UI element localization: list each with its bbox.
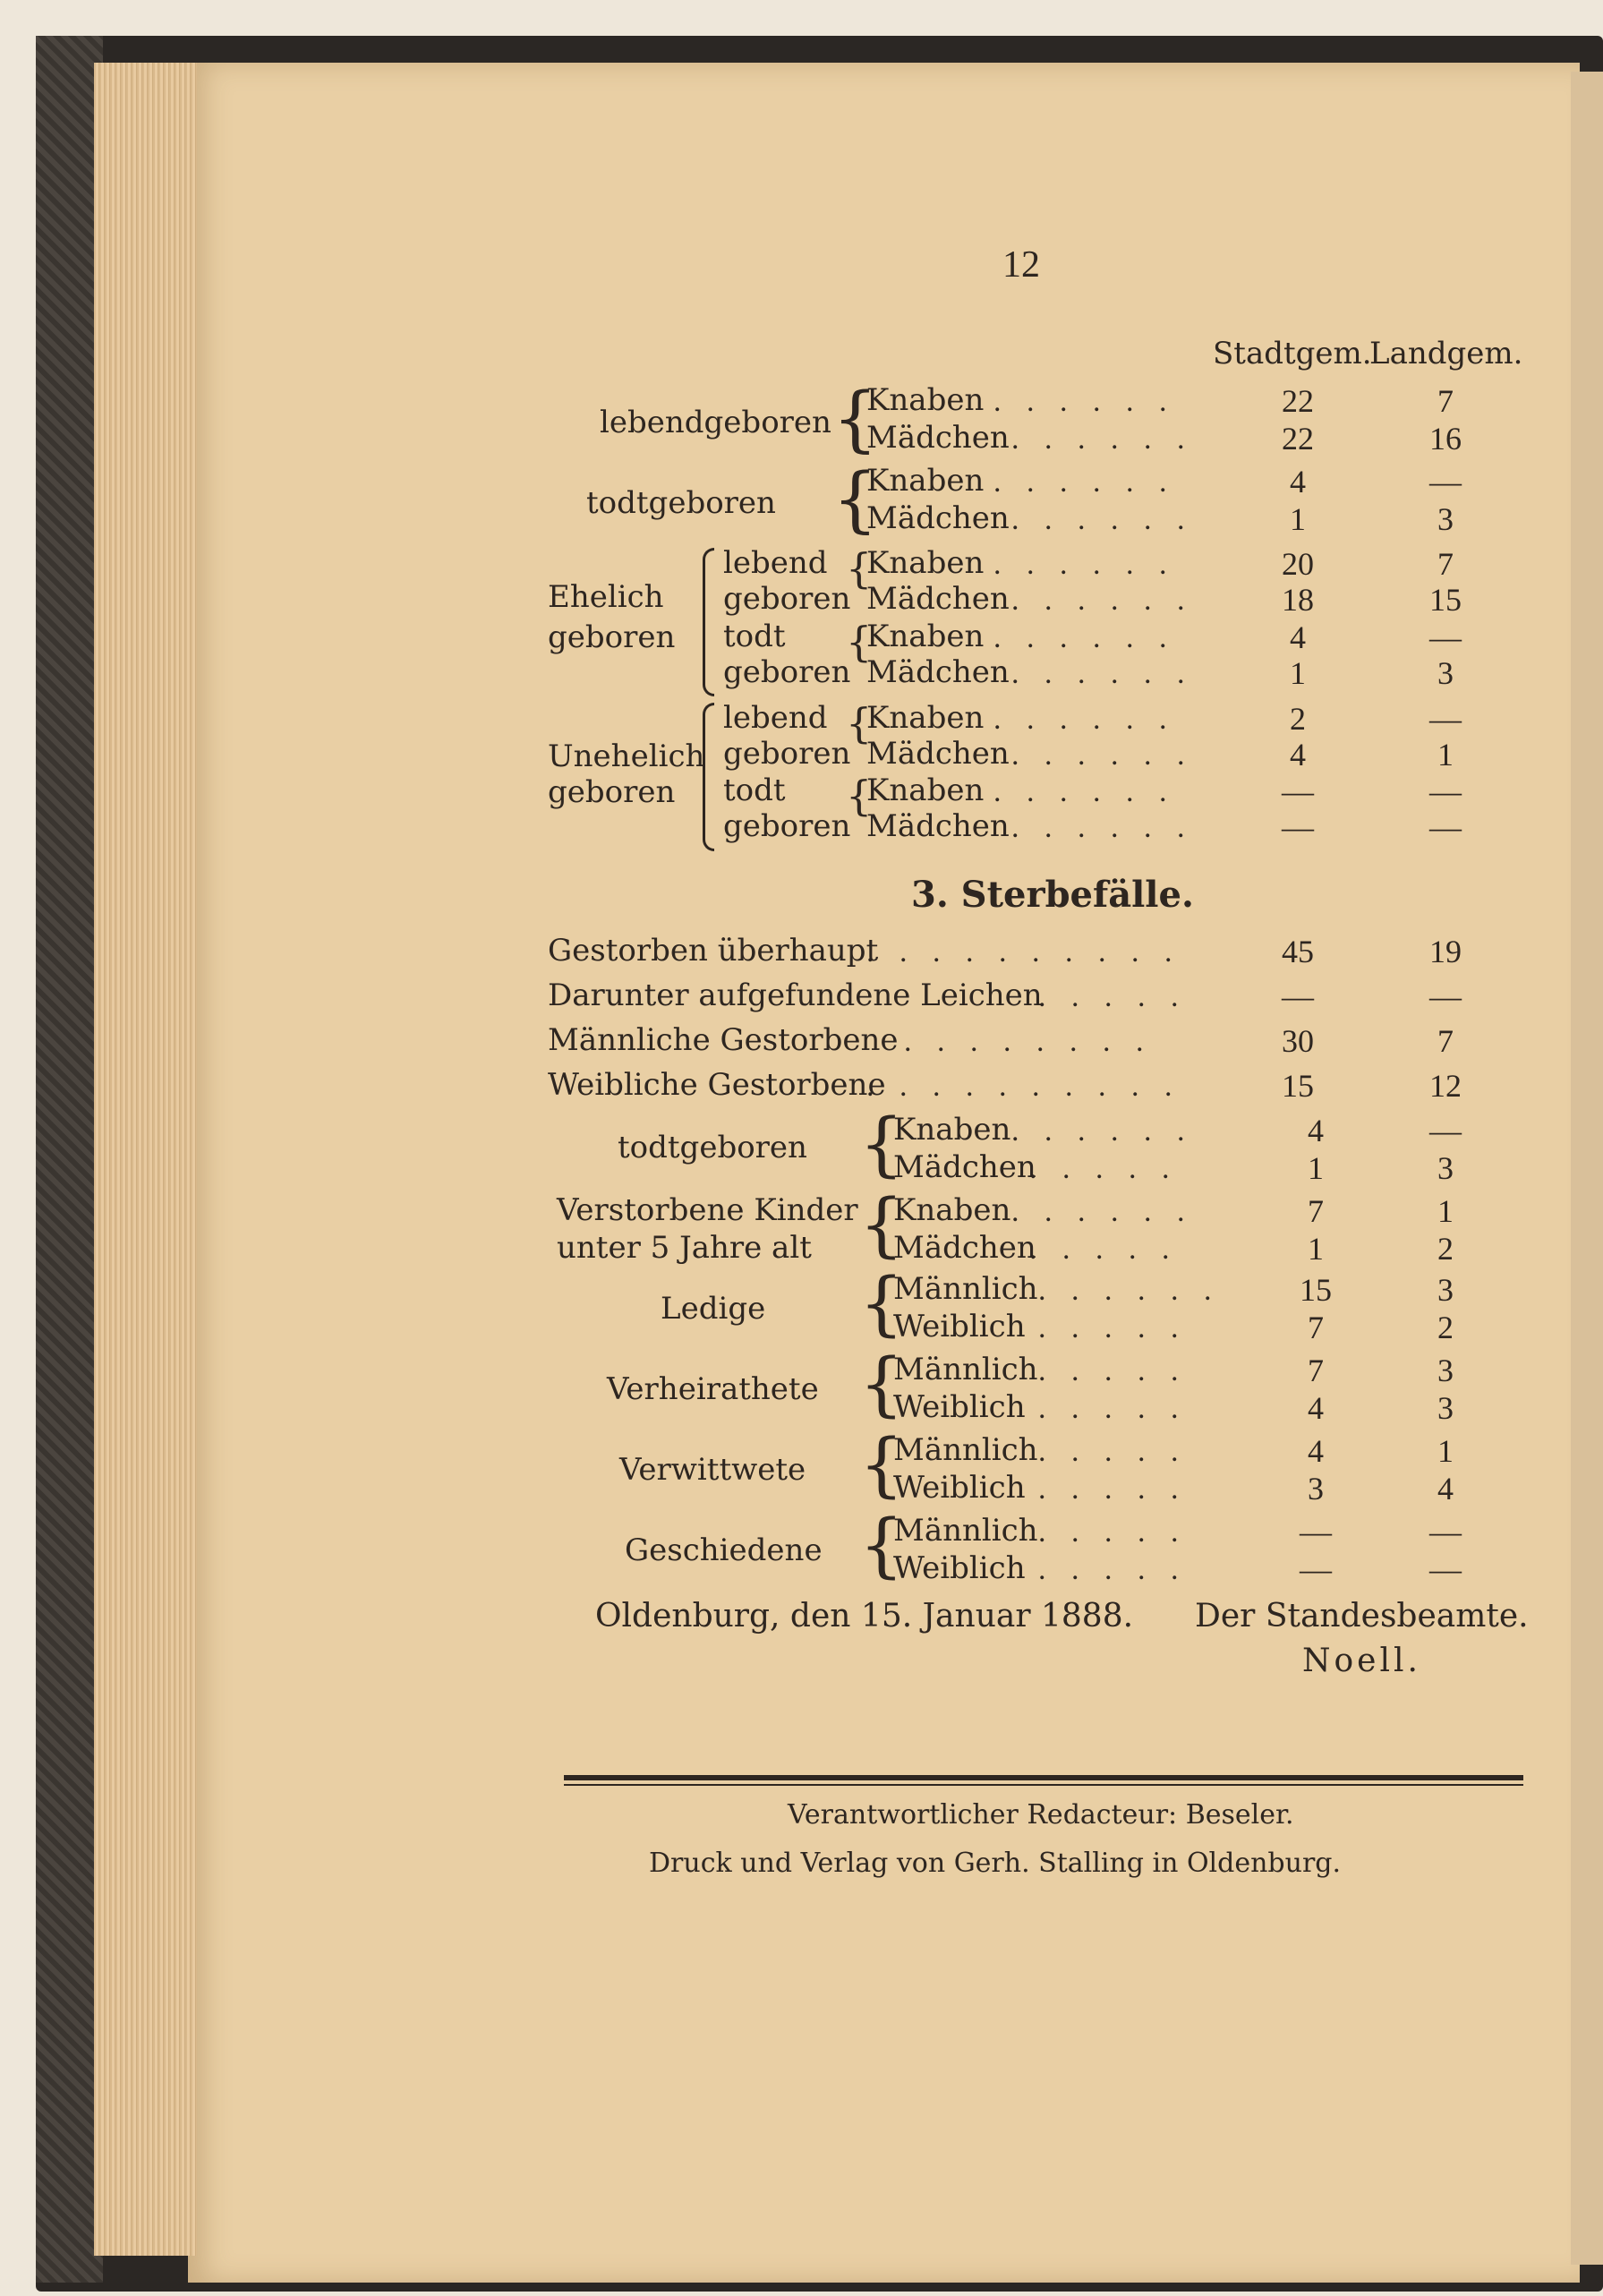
row-knaben: Knaben — [866, 545, 985, 581]
label-ledige: Ledige — [661, 1291, 766, 1327]
cell-rural: 1 — [1437, 1193, 1454, 1229]
leader-dots: . . . . . . — [1011, 738, 1194, 772]
cell-city: 22 — [1282, 421, 1314, 457]
sub-lebend: lebend — [723, 700, 828, 736]
cell-rural: 3 — [1437, 1150, 1454, 1186]
sub-todt: todt — [723, 619, 786, 654]
row-maennlich: Männlich — [893, 1271, 1038, 1307]
cell-city: 4 — [1290, 619, 1306, 655]
sub-todt: todt — [723, 772, 786, 808]
leader-dots: . . . . . . — [1011, 811, 1194, 844]
brace: { — [832, 377, 878, 460]
row-maennlich: Männlich — [893, 1432, 1038, 1468]
brace: { — [846, 544, 873, 593]
cell-city: 1 — [1290, 501, 1306, 537]
leader-dots: . . . . . . . . . . — [866, 1070, 1181, 1103]
cell-city: 30 — [1282, 1023, 1314, 1059]
leader-dots: . . . . . . — [993, 775, 1176, 808]
leader-dots: . . . . . . — [1011, 422, 1194, 456]
row-knaben: Knaben — [893, 1192, 1011, 1228]
cell-rural: 15 — [1429, 582, 1462, 618]
brace: { — [846, 699, 873, 747]
row-weiblich: Weiblich — [893, 1309, 1026, 1344]
brace: { — [846, 772, 873, 820]
cell-city: 4 — [1290, 464, 1306, 499]
cell-rural: 2 — [1437, 1310, 1454, 1345]
brace: { — [859, 1105, 904, 1185]
cell-rural: — — [1429, 619, 1462, 655]
group-brace — [703, 703, 714, 851]
row-maedchen: Mädchen — [893, 1230, 1036, 1266]
label-todtgeboren: todtgeboren — [618, 1130, 807, 1165]
row-label: Gestorben überhaupt — [548, 933, 879, 969]
cell-city: — — [1300, 1551, 1332, 1587]
row-maedchen: Mädchen — [866, 736, 1010, 772]
leader-dots: . . . . . . — [993, 621, 1176, 654]
row-label: Darunter aufgefundene Leichen — [548, 977, 1043, 1013]
cell-rural: 1 — [1437, 1433, 1454, 1469]
cell-city: 2 — [1290, 701, 1306, 737]
cell-city: 4 — [1308, 1433, 1324, 1469]
leader-dots: . . . . . — [1038, 1354, 1188, 1387]
cell-city: 4 — [1290, 737, 1306, 772]
leader-dots: . . . . . — [1038, 1515, 1188, 1549]
page-number: 12 — [1002, 244, 1040, 286]
leader-dots: . . . . . . — [1011, 503, 1194, 536]
leader-dots: . . . . . . — [1011, 1195, 1194, 1228]
brace: { — [859, 1344, 904, 1425]
label-geschiedene: Geschiedene — [625, 1532, 823, 1568]
row-knaben: Knaben — [866, 619, 985, 654]
cell-rural: 19 — [1429, 934, 1462, 969]
editor-line: Verantwortlicher Redacteur: Beseler. — [788, 1799, 1294, 1831]
cell-rural: — — [1429, 809, 1462, 845]
leader-dots: . . . . . . — [1011, 584, 1194, 617]
leader-dots: . . . . . — [1029, 1152, 1179, 1185]
header-landgem: Landgem. — [1369, 336, 1523, 371]
leader-dots: . . . . . . — [1038, 1274, 1221, 1307]
leader-dots: . . . . . — [1029, 1233, 1179, 1266]
place-date: Oldenburg, den 15. Januar 1888. — [595, 1598, 1134, 1635]
label-unehelich: Unehelich — [548, 738, 705, 774]
section-title: 3. Sterbefälle. — [911, 874, 1194, 916]
leader-dots: . . . . . — [1038, 1311, 1188, 1344]
sub-lebend: lebend — [723, 545, 828, 581]
row-knaben: Knaben — [893, 1112, 1011, 1148]
leader-dots: . . . . . . — [993, 548, 1176, 581]
cell-city: 7 — [1308, 1310, 1324, 1345]
cell-rural: — — [1429, 773, 1462, 809]
row-weiblich: Weiblich — [893, 1389, 1026, 1425]
cell-rural: 4 — [1437, 1471, 1454, 1506]
brace: { — [859, 1506, 904, 1586]
leader-dots: . . . . . . — [993, 703, 1176, 736]
cell-city: 4 — [1308, 1113, 1324, 1148]
header-stadtgem: Stadtgem. — [1213, 336, 1372, 371]
label-todtgeboren: todtgeboren — [586, 485, 776, 521]
cell-city: 15 — [1282, 1068, 1314, 1104]
adjacent-page-edge — [1571, 72, 1603, 2265]
cell-rural: 7 — [1437, 1023, 1454, 1059]
leader-dots: . . . . . — [1038, 1435, 1188, 1468]
leader-dots: . . . . . — [1038, 980, 1188, 1013]
cell-rural: — — [1429, 1113, 1462, 1148]
label-ehelich: Ehelich — [548, 579, 664, 615]
brace: { — [859, 1264, 904, 1344]
cell-rural: — — [1429, 1514, 1462, 1549]
cell-rural: — — [1429, 464, 1462, 499]
footer-rule-thick — [564, 1775, 1523, 1780]
cell-city: — — [1282, 773, 1314, 809]
cell-rural: 3 — [1437, 1390, 1454, 1426]
label-verwittwete: Verwittwete — [619, 1452, 806, 1488]
row-label: Weibliche Gestorbene — [548, 1067, 886, 1103]
cell-rural: 7 — [1437, 546, 1454, 582]
cell-rural: 3 — [1437, 1272, 1454, 1308]
printer-line: Druck und Verlag von Gerh. Stalling in Oldenburg. — [649, 1848, 1342, 1879]
cell-rural: 3 — [1437, 501, 1454, 537]
leader-dots: . . . . . . — [993, 465, 1176, 499]
sub-geboren: geboren — [723, 581, 851, 617]
row-weiblich: Weiblich — [893, 1470, 1026, 1506]
row-knaben: Knaben — [866, 463, 985, 499]
brace: { — [859, 1185, 904, 1266]
row-maedchen: Mädchen — [866, 500, 1010, 536]
cell-city: — — [1300, 1514, 1332, 1549]
cell-city: 1 — [1290, 655, 1306, 691]
label-verheirathete: Verheirathete — [607, 1371, 819, 1407]
cell-city: 7 — [1308, 1353, 1324, 1388]
brace: { — [859, 1425, 904, 1506]
cell-city: — — [1282, 809, 1314, 845]
page-edges — [94, 63, 197, 2256]
office-title: Der Standesbeamte. — [1195, 1598, 1529, 1635]
row-knaben: Knaben — [866, 382, 985, 418]
footer-rule-thin — [564, 1784, 1523, 1786]
label-kinder-2: unter 5 Jahre alt — [557, 1230, 812, 1266]
sub-geboren: geboren — [723, 808, 851, 844]
cell-rural: — — [1429, 978, 1462, 1014]
row-weiblich: Weiblich — [893, 1550, 1026, 1586]
leader-dots: . . . . . . — [1011, 1114, 1194, 1148]
cell-rural: 12 — [1429, 1068, 1462, 1104]
cell-city: 45 — [1282, 934, 1314, 969]
cell-rural: — — [1429, 1551, 1462, 1587]
cell-city: 1 — [1308, 1231, 1324, 1267]
brace: { — [832, 457, 878, 541]
leader-dots: . . . . . . . . — [904, 1025, 1153, 1058]
cell-city: — — [1282, 978, 1314, 1014]
row-maennlich: Männlich — [893, 1352, 1038, 1387]
leader-dots: . . . . . — [1038, 1553, 1188, 1586]
cell-city: 20 — [1282, 546, 1314, 582]
leader-dots: . . . . . — [1038, 1472, 1188, 1506]
cell-rural: — — [1429, 701, 1462, 737]
cover-spine-pattern — [36, 36, 103, 2283]
label-geboren: geboren — [548, 774, 676, 810]
cell-rural: 1 — [1437, 737, 1454, 772]
row-maedchen: Mädchen — [866, 581, 1010, 617]
row-label: Männliche Gestorbene — [548, 1022, 899, 1058]
signatory-name: Noell. — [1302, 1643, 1421, 1679]
row-maedchen: Mädchen — [866, 808, 1010, 844]
sub-geboren: geboren — [723, 654, 851, 690]
cell-city: 22 — [1282, 383, 1314, 419]
row-knaben: Knaben — [866, 772, 985, 808]
cell-rural: 3 — [1437, 655, 1454, 691]
brace: { — [846, 618, 873, 666]
label-kinder-1: Verstorbene Kinder — [557, 1192, 858, 1228]
row-maennlich: Männlich — [893, 1513, 1038, 1549]
leader-dots: . . . . . . — [1011, 657, 1194, 690]
cell-rural: 7 — [1437, 383, 1454, 419]
cell-rural: 3 — [1437, 1353, 1454, 1388]
label-geboren: geboren — [548, 619, 676, 655]
leader-dots: . . . . . — [1038, 1392, 1188, 1425]
sub-geboren: geboren — [723, 736, 851, 772]
group-brace — [703, 548, 714, 696]
cell-city: 15 — [1300, 1272, 1332, 1308]
row-maedchen: Mädchen — [866, 420, 1010, 456]
row-maedchen: Mädchen — [893, 1149, 1036, 1185]
cell-city: 4 — [1308, 1390, 1324, 1426]
cell-city: 7 — [1308, 1193, 1324, 1229]
cell-rural: 2 — [1437, 1231, 1454, 1267]
cell-city: 18 — [1282, 582, 1314, 618]
cell-city: 1 — [1308, 1150, 1324, 1186]
cell-city: 3 — [1308, 1471, 1324, 1506]
leader-dots: . . . . . . — [993, 385, 1176, 418]
leader-dots: . . . . . . . . . . — [866, 935, 1181, 969]
row-maedchen: Mädchen — [866, 654, 1010, 690]
label-lebendgeboren: lebendgeboren — [600, 405, 831, 440]
cell-rural: 16 — [1429, 421, 1462, 457]
row-knaben: Knaben — [866, 700, 985, 736]
